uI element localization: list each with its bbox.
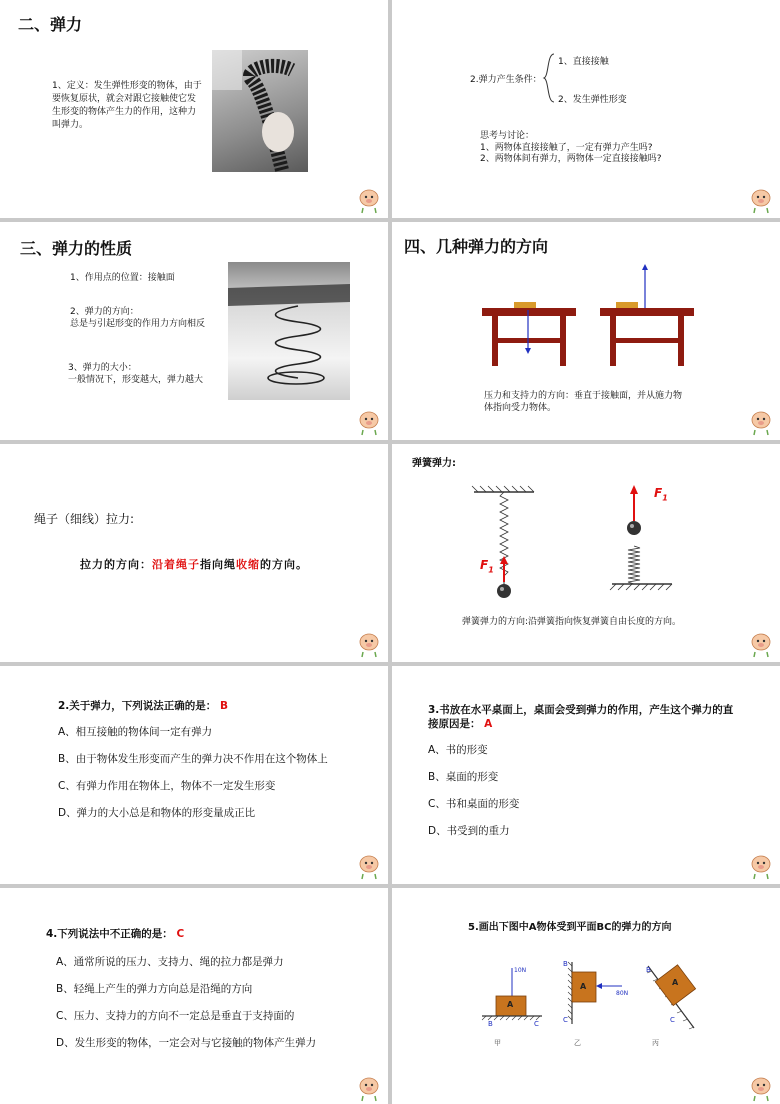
question-stem: 接原因是： [428,718,481,730]
option-d: D、发生形变的物体，一定会对与它接触的物体产生弹力 [56,1037,317,1049]
question-line-2 [428,716,492,731]
option-b: B、桌面的形变 [428,771,499,783]
spring-exerciser-photo [212,50,308,172]
block-a-label: A [580,982,587,991]
property-1: 1、作用点的位置：接触面 [70,273,175,283]
pig-mascot-icon [748,408,774,436]
pig-mascot-icon [356,852,382,880]
top-ball [627,521,641,535]
point-c-label: C [563,1016,568,1024]
table-right-top [600,308,694,316]
slide-title: 三、弹力的性质 [20,239,133,258]
property-2-text: 总是与引起形变的作用力方向相反 [70,319,206,329]
force-10n-label: 10N [514,967,527,974]
slide-question-5 [392,888,780,1104]
direction-end: 的方向。 [260,558,308,571]
question-text [58,698,228,713]
option-b: B、由于物体发生形变而产生的弹力决不作用在这个物体上 [58,753,328,765]
property-3-text: 一般情况下，形变越大，弹力越大 [68,375,204,385]
point-c-label: C [670,1016,675,1024]
pig-mascot-icon [356,1074,382,1102]
spring-photo [228,262,350,400]
direction-highlight-1: 沿着绳子 [152,558,200,571]
pig-mascot-icon [748,1074,774,1102]
caption-line-1: 压力和支持力的方向：垂直于接触面，并从施力物 [484,391,683,401]
pressure-arrow-icon [525,348,531,354]
table-force-diagram [478,262,698,372]
property-3-title: 3、弹力的大小： [68,363,137,373]
force-arrow-up-icon [630,485,638,494]
force-subscript: 1 [488,565,494,575]
block-a-label: A [672,978,679,987]
pig-mascot-icon [356,630,382,658]
think-question-2: 2、两物体间有弹力，两物体一定直接接触吗? [480,154,662,164]
slide-question-3 [392,666,780,884]
question-title: 5.画出下图中A物体受到平面BC的弹力的方向 [468,922,672,933]
option-d: D、弹力的大小总是和物体的形变量成正比 [58,807,256,819]
point-b-label: B [488,1020,493,1028]
option-d: D、书受到的重力 [428,825,510,837]
pig-mascot-icon [748,852,774,880]
option-a: A、通常所说的压力、支持力、绳的拉力都是弹力 [56,956,284,968]
slide-title: 二、弹力 [18,15,83,34]
slide-question-4 [0,888,388,1104]
pig-mascot-icon [748,186,774,214]
pig-mascot-icon [748,630,774,658]
figure-jia [472,956,552,1048]
spring-title: 弹簧弹力: [412,458,456,469]
hanging-ball [497,584,511,598]
point-b-label: B [563,960,568,968]
slide-elastic-force [0,0,388,218]
rope-direction [80,556,308,572]
force-letter: F [480,558,489,572]
force-label-left [480,558,494,574]
pig-mascot-icon [356,408,382,436]
figure-label-yi: 乙 [574,1039,581,1047]
slide-force-directions [392,222,780,440]
question-text [46,926,184,941]
spring-diagram [462,480,682,608]
think-question-1: 1、两物体直接接触了，一定有弹力产生吗? [480,143,653,153]
question-stem: 4.下列说法中不正确的是： [46,928,173,940]
slide-question-2 [0,666,388,884]
option-a: A、相互接触的物体间一定有弹力 [58,726,213,738]
table-left-top [482,308,576,316]
slide-conditions [392,0,780,218]
figure-label-jia: 甲 [494,1039,501,1047]
brace-icon [542,52,556,104]
answer-mark: A [484,718,493,730]
option-b: B、轻绳上产生的弹力方向总是沿绳的方向 [56,983,253,995]
slide-properties [0,222,388,440]
force-arrow-up-icon [500,556,508,564]
caption-line-2: 体指向受力物体。 [484,403,557,413]
condition-1: 1、直接接触 [558,57,609,67]
condition-label: 2.弹力产生条件： [470,75,542,85]
slide-title: 四、几种弹力的方向 [404,237,549,256]
figure-bing [640,956,720,1048]
option-c: C、有弹力作用在物体上，物体不一定发生形变 [58,780,276,792]
slide-rope-tension [0,444,388,662]
force-subscript: 1 [662,493,668,503]
question-line-1: 3.书放在水平桌面上，桌面会受到弹力的作用，产生这个弹力的直 [428,704,734,716]
force-label-right [654,486,668,502]
support-arrow-icon [642,264,648,270]
spring-caption: 弹簧弹力的方向:沿弹簧指向恢复弹簧自由长度的方向。 [462,617,682,627]
direction-label: 拉力的方向： [80,558,152,571]
rope-title: 绳子（细线）拉力: [34,512,135,526]
option-a: A、书的形变 [428,744,488,756]
option-c: C、压力、支持力的方向不一定总是垂直于支持面的 [56,1010,295,1022]
think-title: 思考与讨论： [480,131,535,141]
force-80n-label: 80N [616,990,629,997]
option-c: C、书和桌面的形变 [428,798,520,810]
figure-label-bing: 丙 [652,1039,659,1047]
block-a-label: A [507,1000,514,1009]
pig-mascot-icon [356,186,382,214]
book-right [616,302,638,308]
property-2-title: 2、弹力的方向： [70,307,139,317]
book-left [514,302,536,308]
condition-2: 2、发生弹性形变 [558,95,627,105]
figure-yi [560,956,640,1048]
slide-spring-force [392,444,780,662]
direction-middle: 指向绳 [200,558,236,571]
definition-text: 1、定义：发生弹性形变的物体，由于要恢复原状，就会对跟它接触使它发生形变的物体产生力的作用，这种力叫弹力。 [52,81,202,130]
force-letter: F [654,486,663,500]
direction-highlight-2: 收缩 [236,558,260,571]
point-b-label: B [646,966,651,974]
answer-mark: B [219,700,228,712]
question-stem: 2.关于弹力，下列说法正确的是： [58,700,217,712]
answer-mark: C [176,928,185,940]
point-c-label: C [534,1020,539,1028]
